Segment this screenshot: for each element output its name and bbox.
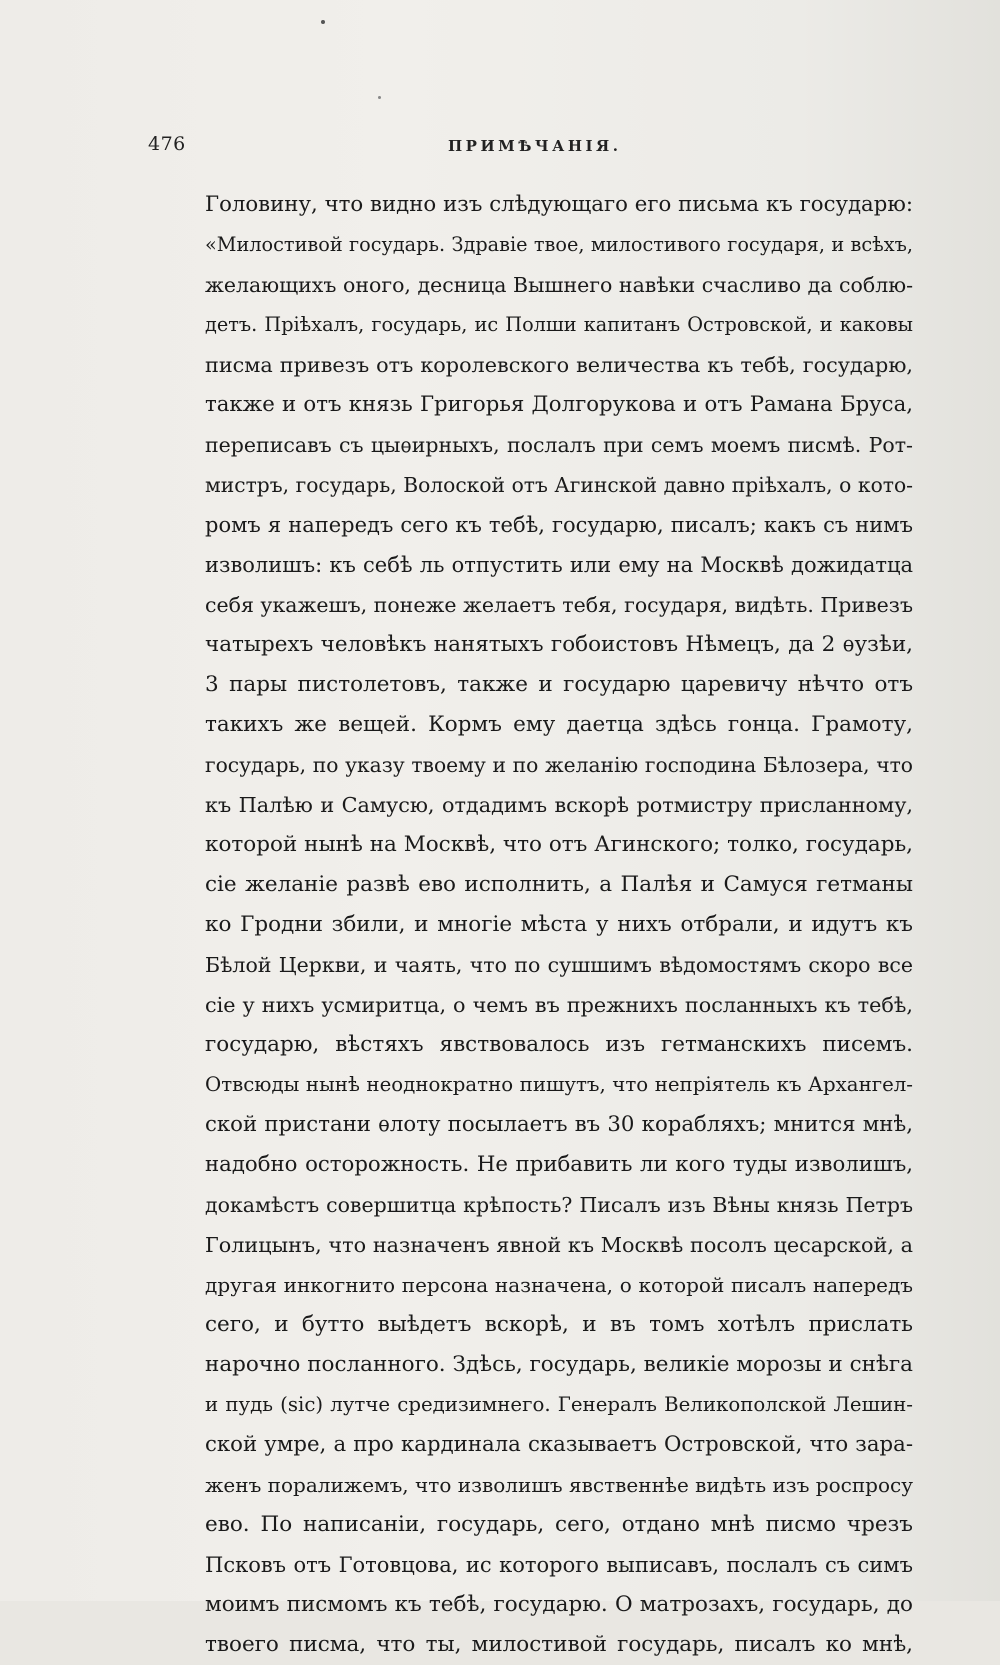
text-line: такихъ же вещей. Кормъ ему даетца здѣсь гонца. Грамоту, — [205, 712, 913, 737]
text-line: Головину, что видно изъ слѣдующаго его письма къ государю: — [205, 192, 913, 217]
text-line: которой нынѣ на Москвѣ, что отъ Агинского; толко, государь, — [205, 832, 913, 857]
text-line: государь, по указу твоему и по желанію господина Бѣлозера, что — [205, 753, 913, 777]
text-line: сіе у нихъ усмиритца, о чемъ въ прежнихъ посланныхъ къ тебѣ, — [205, 993, 913, 1017]
text-line: ской пристани ѳлоту посылаетъ въ 30 корабляхъ; мнится мнѣ, — [205, 1112, 913, 1137]
text-line: писма привезъ отъ королевского величества къ тебѣ, государю, — [205, 353, 913, 377]
text-line: чатырехъ человѣкъ нанятыхъ гобоистовъ Нѣмецъ, да 2 ѳузѣи, — [205, 632, 913, 657]
text-line: моимъ писмомъ къ тебѣ, государю. О матрозахъ, государь, до — [205, 1592, 913, 1617]
text-line: ко Гродни збили, и многіе мѣста у нихъ отбрали, и идутъ къ — [205, 912, 913, 937]
text-line: «Милостивой государь. Здравіе твое, милостивого государя, и всѣхъ, — [205, 233, 913, 256]
paper-speck — [378, 96, 381, 99]
text-line: ромъ я напередъ сего къ тебѣ, государю, писалъ; какъ съ нимъ — [205, 513, 913, 537]
text-line: докамѣстъ совершитца крѣпость? Писалъ изъ Вѣны князь Петръ — [205, 1193, 913, 1217]
text-line: себя укажешъ, понеже желаетъ тебя, государя, видѣть. Привезъ — [205, 593, 913, 617]
text-line: Псковъ отъ Готовцова, ис которого выписавъ, послалъ съ симъ — [205, 1553, 913, 1577]
paper-speck — [321, 20, 325, 24]
text-line: изволишъ: къ себѣ ль отпустить или ему на Москвѣ дожидатца — [205, 553, 913, 577]
text-line: ской умре, а про кардинала сказываетъ Островской, что зара- — [205, 1432, 913, 1457]
text-line: детъ. Пріѣхалъ, государь, ис Полши капитанъ Островской, и каковы — [205, 313, 913, 336]
page-number: 476 — [148, 133, 186, 155]
text-line: нарочно посланного. Здѣсь, государь, великіе морозы и снѣга — [205, 1352, 913, 1377]
text-line: надобно осторожность. Не прибавить ли кого туды изволишъ, — [205, 1152, 913, 1177]
text-line: къ Палѣю и Самусю, отдадимъ вскорѣ ротмистру присланному, — [205, 793, 913, 817]
body-text — [205, 185, 913, 1665]
text-line: сего, и бутто выѣдетъ вскорѣ, и въ томъ хотѣлъ прислать — [205, 1312, 913, 1337]
running-title: ПРИМѢЧАНІЯ. — [448, 137, 622, 155]
text-line: переписавъ съ цыѳирныхъ, послалъ при семъ моемъ писмѣ. Рот- — [205, 433, 913, 457]
text-line: Голицынъ, что назначенъ явной къ Москвѣ посолъ цесарской, а — [205, 1233, 913, 1257]
text-line: желающихъ оного, десница Вышнего навѣки счасливо да соблю- — [205, 273, 913, 297]
text-line: твоего писма, что ты, милостивой государь, писалъ ко мнѣ, — [205, 1632, 913, 1657]
text-line: государю, вѣстяхъ явствовалось изъ гетманскихъ писемъ. — [205, 1032, 913, 1057]
text-line: и пудь (sic) лутче средизимнего. Генералъ Великополской Лешин- — [205, 1393, 913, 1416]
text-line: также и отъ князь Григорья Долгорукова и отъ Рамана Бруса, — [205, 392, 913, 417]
text-line: Отвсюды нынѣ неоднократно пишутъ, что непріятель къ Архангел- — [205, 1073, 913, 1096]
text-line: другая инкогнито персона назначена, о которой писалъ напередъ — [205, 1273, 913, 1297]
text-line: ево. По написаніи, государь, сего, отдано мнѣ писмо чрезъ — [205, 1512, 913, 1537]
text-line: Бѣлой Церкви, и чаять, что по сушшимъ вѣдомостямъ скоро все — [205, 953, 913, 977]
text-line: женъ поралижемъ, что изволишъ явственнѣе видѣть изъ роспросу — [205, 1473, 913, 1497]
text-line: 3 пары пистолетовъ, также и государю царевичу нѣчто отъ — [205, 672, 913, 697]
text-line: сіе желаніе развѣ ево исполнить, а Палѣя и Самуся гетманы — [205, 872, 913, 897]
text-line: мистръ, государь, Волоской отъ Агинской давно пріѣхалъ, о кото- — [205, 473, 913, 497]
